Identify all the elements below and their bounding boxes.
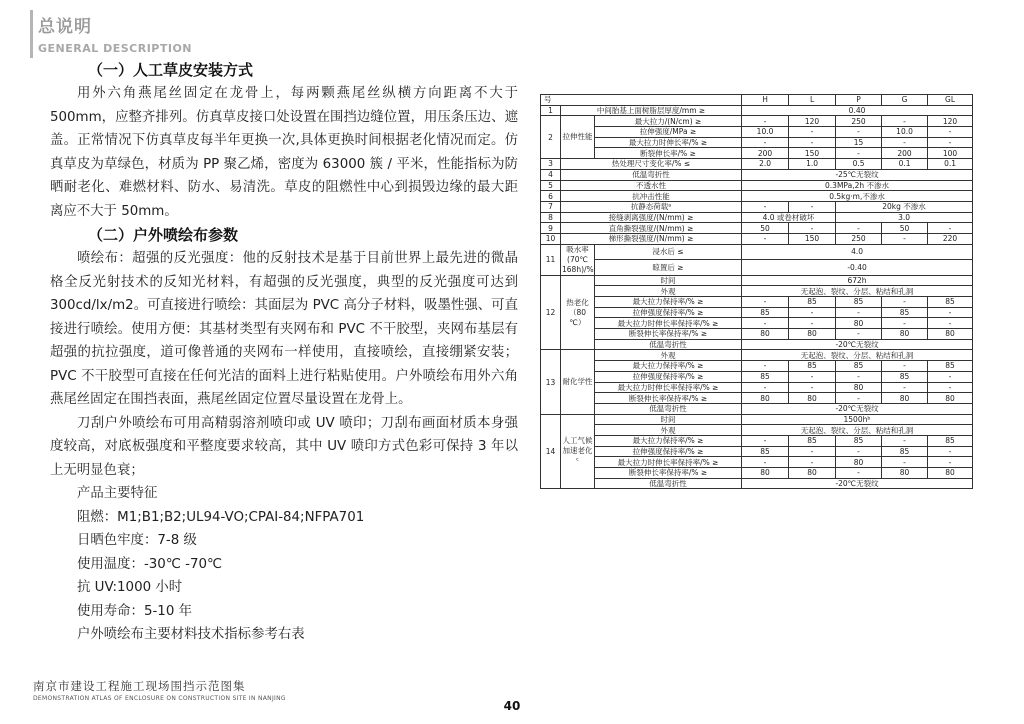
cell: -	[789, 127, 836, 138]
table-row	[541, 478, 973, 489]
cell: -	[928, 446, 973, 457]
spec-life: 使用寿命：5-10 年	[77, 603, 192, 619]
table-row	[541, 105, 973, 116]
table-row	[541, 286, 973, 297]
cell: 15	[836, 137, 882, 148]
row-no: 1	[541, 105, 561, 116]
row-no: 13	[541, 350, 561, 414]
row-value: 0.3MPa,2h 不渗水	[742, 180, 973, 191]
cell: 0.1	[882, 159, 928, 170]
table-row	[541, 297, 973, 308]
row-value: 4.0	[742, 244, 973, 260]
cell: -	[836, 127, 882, 138]
cell: -	[836, 393, 882, 404]
cell: -	[789, 307, 836, 318]
row-value: 无起泡、裂纹、分层、粘结和孔洞	[742, 286, 973, 297]
cell: 220	[928, 233, 973, 244]
row-no: 14	[541, 414, 561, 489]
row-name: 最大拉力时伸长率/% ≥	[595, 137, 742, 148]
row-name: 最大拉力保持率/% ≥	[595, 297, 742, 308]
row-name: 低温弯折性	[595, 478, 742, 489]
cell: -	[789, 446, 836, 457]
cell: 150	[789, 148, 836, 159]
cell: 10.0	[882, 127, 928, 138]
cell: -	[836, 329, 882, 340]
row-name: 浸水后 ≤	[595, 244, 742, 260]
table-row	[541, 201, 973, 212]
cell: -	[882, 361, 928, 372]
cell: -	[836, 307, 882, 318]
row-name: 最大拉力保持率/% ≥	[595, 435, 742, 446]
cell: -	[836, 468, 882, 479]
row-no: 12	[541, 275, 561, 350]
row-no: 4	[541, 169, 561, 180]
cell: 85	[836, 361, 882, 372]
row-name: 最大拉力/(N/cm) ≥	[595, 116, 742, 127]
row-value: 20kg 不渗水	[836, 201, 973, 212]
row-group: 耐化学性	[561, 350, 595, 414]
cell: 80	[928, 329, 973, 340]
row-no: 11	[541, 244, 561, 275]
row-name: 低温弯折性	[561, 169, 742, 180]
cell: 85	[836, 435, 882, 446]
cell: -	[882, 457, 928, 468]
table-row	[541, 318, 973, 329]
th-no: 号	[541, 95, 742, 106]
spec-flame: 阻燃：M1;B1;B2;UL94-VO;CPAI-84;NFPA701	[77, 509, 365, 525]
table-row	[541, 212, 973, 223]
th-l: L	[789, 95, 836, 106]
cell: -	[882, 435, 928, 446]
cell: 80	[882, 468, 928, 479]
th-gl: GL	[928, 95, 973, 106]
table-row	[541, 159, 973, 170]
table-row	[541, 127, 973, 138]
cell: 85	[882, 446, 928, 457]
table-row	[541, 307, 973, 318]
cell: -	[742, 201, 789, 212]
table-row	[541, 468, 973, 479]
spec-table	[540, 94, 973, 489]
cell: -	[928, 127, 973, 138]
row-name: 断裂伸长率/% ≥	[595, 148, 742, 159]
row-name: 拉伸强度保持率/% ≥	[595, 371, 742, 382]
cell: 0.1	[928, 159, 973, 170]
table-row	[541, 116, 973, 127]
row-name: 外观	[595, 286, 742, 297]
cell: 85	[742, 371, 789, 382]
table-row	[541, 339, 973, 350]
text-column	[50, 58, 518, 647]
row-name: 梯形撕裂强度/(N/mm) ≥	[561, 233, 742, 244]
row-name: 不透水性	[561, 180, 742, 191]
table-row	[541, 275, 973, 286]
cell: -	[742, 457, 789, 468]
footer-atlas-cn: 南京市建设工程施工现场围挡示范图集	[33, 679, 246, 693]
table-row	[541, 382, 973, 393]
cell: 80	[836, 457, 882, 468]
table-reference: 户外喷绘布主要材料技术指标参考右表	[77, 627, 305, 642]
table-row	[541, 329, 973, 340]
row-name: 拉伸强度/MPa ≥	[595, 127, 742, 138]
table-row	[541, 191, 973, 202]
cell: 250	[836, 233, 882, 244]
row-no: 3	[541, 159, 561, 170]
row-name: 抗冲击性能	[561, 191, 742, 202]
table-row	[541, 403, 973, 414]
cell: 80	[742, 468, 789, 479]
th-g: G	[882, 95, 928, 106]
cell: 120	[928, 116, 973, 127]
row-value: -25℃无裂纹	[742, 169, 973, 180]
cell: 80	[928, 393, 973, 404]
cell: 85	[882, 371, 928, 382]
row-value: 4.0 或卷材破坏	[742, 212, 836, 223]
cell: -	[742, 435, 789, 446]
row-no: 5	[541, 180, 561, 191]
section1-body: 用外六角燕尾丝固定在龙骨上，每两颗燕尾丝纵横方向距离不大于500mm，应整齐排列。仿真草皮接口处设置在围挡边缝位置，用压条压边、遮盖。正常情况下仿真草皮每半年更换一次,具体更换时间根据老化情况而定。仿真草皮为草绿色，材质为 PP 聚乙烯，密度为 63000 簇 / 平米，性能指标为防晒耐老化、难燃材料、防水、易清洗。草皮的阻燃性中心到损毁边缘的最大距离应不大于 50mm。	[50, 86, 518, 219]
row-value: 1500hᵇ	[742, 414, 973, 425]
cell: 80	[882, 393, 928, 404]
row-name: 最大拉力时伸长率保持率/% ≥	[595, 457, 742, 468]
cell: 85	[789, 361, 836, 372]
table-row	[541, 350, 973, 361]
section2-para2: 刀刮户外喷绘布可用高精弱溶剂喷印或 UV 喷印；刀刮布画面材质本身强度较高，对底板强度和平整度要求较高，其中 UV 喷印方式色彩可保持 3 年以上无明显色衰；	[50, 415, 518, 478]
row-name: 直角撕裂强度/(N/mm) ≥	[561, 223, 742, 234]
cell: -	[836, 446, 882, 457]
row-group: 吸水率(70℃ 168h)/%	[562, 244, 594, 274]
cell: 10.0	[742, 127, 789, 138]
row-value: -20℃无裂纹	[742, 339, 973, 350]
row-name: 外观	[595, 425, 742, 436]
section2-para1: 喷绘布：超强的反光强度：他的反射技术是基于目前世界上最先进的微晶格全反光射技术的反知光材料，有超强的反光强度，典型的反光强度可达到 300cd/lx/m2。可直接进行喷绘：其面层为 PVC 高分子材料，吸墨性强、可直接进行喷绘。使用方便：其基材类型有夹网布和 PVC 不干胶型，夹网布基层有超强的抗拉强度，道可像普通的夹网布一样使用，直接喷绘，直接绷紧安装；PVC 不干胶型可直接在任何光洁的面料上进行粘贴使用。户外喷绘布用外六角燕尾丝固定在围挡表面，燕尾丝固定位置尽量设置在龙骨上。	[50, 251, 518, 407]
cell: 85	[836, 297, 882, 308]
specs-title: 产品主要特征	[77, 486, 158, 501]
row-value: 3.0	[836, 212, 973, 223]
table-row	[541, 457, 973, 468]
row-no: 10	[541, 233, 561, 244]
table-row	[541, 425, 973, 436]
table-row	[541, 393, 973, 404]
row-value: 无起泡、裂纹、分层、粘结和孔洞	[742, 425, 973, 436]
row-value: 无起泡、裂纹、分层、粘结和孔洞	[742, 350, 973, 361]
row-value: -0.40	[742, 260, 973, 276]
row-name: 最大拉力时伸长率保持率/% ≥	[595, 318, 742, 329]
row-name: 时间	[595, 414, 742, 425]
cell: -	[882, 382, 928, 393]
header-title-en: GENERAL DESCRIPTION	[38, 42, 193, 55]
row-no: 7	[541, 201, 561, 212]
cell: -	[882, 233, 928, 244]
table-header-row	[541, 95, 973, 106]
cell: 85	[928, 435, 973, 446]
row-no: 6	[541, 191, 561, 202]
cell: 80	[742, 329, 789, 340]
table-row	[541, 260, 973, 276]
row-name: 断裂伸长率保持率/% ≥	[595, 329, 742, 340]
cell: -	[836, 371, 882, 382]
cell: -	[742, 137, 789, 148]
table-row	[541, 137, 973, 148]
row-no: 2	[541, 116, 561, 159]
row-value: 672h	[742, 275, 973, 286]
cell: 50	[882, 223, 928, 234]
cell: -	[928, 457, 973, 468]
cell: 250	[836, 116, 882, 127]
row-group: 人工气候加速老化ᶜ	[561, 414, 595, 489]
row-name: 断裂伸长率保持率/% ≥	[595, 393, 742, 404]
row-name: 外观	[595, 350, 742, 361]
th-h: H	[742, 95, 789, 106]
row-group: 拉伸性能	[561, 116, 595, 159]
row-group: 热老化（80 ℃）	[561, 275, 595, 350]
spec-uv: 抗 UV:1000 小时	[77, 580, 183, 595]
cell: -	[789, 223, 836, 234]
cell: -	[742, 116, 789, 127]
cell: 80	[928, 468, 973, 479]
cell: -	[882, 137, 928, 148]
cell: 0.5	[836, 159, 882, 170]
cell: -	[928, 307, 973, 318]
cell: -	[836, 223, 882, 234]
spec-sun: 日晒色牢度：7-8 级	[77, 533, 197, 548]
header-title-cn: 总说明	[38, 17, 92, 37]
cell: -	[928, 382, 973, 393]
table-row	[541, 371, 973, 382]
cell: -	[882, 116, 928, 127]
table-row	[541, 446, 973, 457]
row-name: 热处理尺寸变化率/% ≤	[561, 159, 742, 170]
cell: -	[742, 361, 789, 372]
cell: -	[928, 371, 973, 382]
row-name: 中间胎基上面树脂层厚度/mm ≥	[561, 105, 742, 116]
table-row	[541, 169, 973, 180]
cell: -	[742, 233, 789, 244]
cell: 200	[882, 148, 928, 159]
cell: -	[742, 382, 789, 393]
cell: 2.0	[742, 159, 789, 170]
cell: -	[928, 318, 973, 329]
cell: 85	[789, 297, 836, 308]
row-no: 8	[541, 212, 561, 223]
page-number: 40	[503, 699, 521, 713]
cell: 85	[882, 307, 928, 318]
table-row	[541, 233, 973, 244]
cell: 80	[789, 468, 836, 479]
row-name: 时间	[595, 275, 742, 286]
cell: 80	[836, 382, 882, 393]
row-name: 晾置后 ≥	[595, 260, 742, 276]
cell: -	[742, 297, 789, 308]
row-name: 拉伸强度保持率/% ≥	[595, 307, 742, 318]
cell: -	[789, 371, 836, 382]
cell: 120	[789, 116, 836, 127]
cell: -	[836, 148, 882, 159]
row-value: -20℃无裂纹	[742, 403, 973, 414]
cell: -	[928, 223, 973, 234]
th-p: P	[836, 95, 882, 106]
cell: -	[789, 201, 836, 212]
row-name: 拉伸强度保持率/% ≥	[595, 446, 742, 457]
cell: 50	[742, 223, 789, 234]
cell: -	[882, 318, 928, 329]
header-accent-bar	[30, 10, 33, 58]
cell: 80	[882, 329, 928, 340]
row-name: 接缝剥离强度/(N/mm) ≥	[561, 212, 742, 223]
table-row	[541, 148, 973, 159]
row-value: -20℃无裂纹	[742, 478, 973, 489]
cell: -	[789, 137, 836, 148]
cell: -	[789, 457, 836, 468]
spec-temp: 使用温度：-30℃ -70℃	[77, 556, 223, 572]
row-no: 9	[541, 223, 561, 234]
table-row	[541, 361, 973, 372]
cell: 85	[928, 361, 973, 372]
cell: 80	[789, 329, 836, 340]
row-name: 最大拉力保持率/% ≥	[595, 361, 742, 372]
cell: 85	[789, 435, 836, 446]
row-value: 0.5kg·m,不渗水	[742, 191, 973, 202]
row-name: 抗静态荷载ᵃ	[561, 201, 742, 212]
cell: 150	[789, 233, 836, 244]
cell: 85	[928, 297, 973, 308]
table-row	[541, 223, 973, 234]
row-name: 断裂伸长率保持率/% ≥	[595, 468, 742, 479]
footer-atlas-en: DEMONSTRATION ATLAS OF ENCLOSURE ON CONSTRUCTION SITE IN NANJING	[33, 695, 286, 702]
cell: -	[789, 318, 836, 329]
cell: 85	[742, 446, 789, 457]
cell: -	[789, 382, 836, 393]
cell: 1.0	[789, 159, 836, 170]
section1-title: （一）人工草皮安装方式	[88, 61, 254, 79]
cell: 100	[928, 148, 973, 159]
table-row	[541, 244, 973, 260]
row-name: 低温弯折性	[595, 403, 742, 414]
cell: 200	[742, 148, 789, 159]
cell: 85	[742, 307, 789, 318]
row-value: 0.40	[742, 105, 973, 116]
table-row	[541, 180, 973, 191]
section2-title: （二）户外喷绘布参数	[88, 226, 239, 244]
row-name: 低温弯折性	[595, 339, 742, 350]
table-row	[541, 435, 973, 446]
row-name: 最大拉力时伸长率保持率/% ≥	[595, 382, 742, 393]
cell: 80	[742, 393, 789, 404]
cell: -	[882, 297, 928, 308]
cell: -	[742, 318, 789, 329]
cell: -	[928, 137, 973, 148]
table-row	[541, 414, 973, 425]
cell: 80	[789, 393, 836, 404]
cell: 80	[836, 318, 882, 329]
